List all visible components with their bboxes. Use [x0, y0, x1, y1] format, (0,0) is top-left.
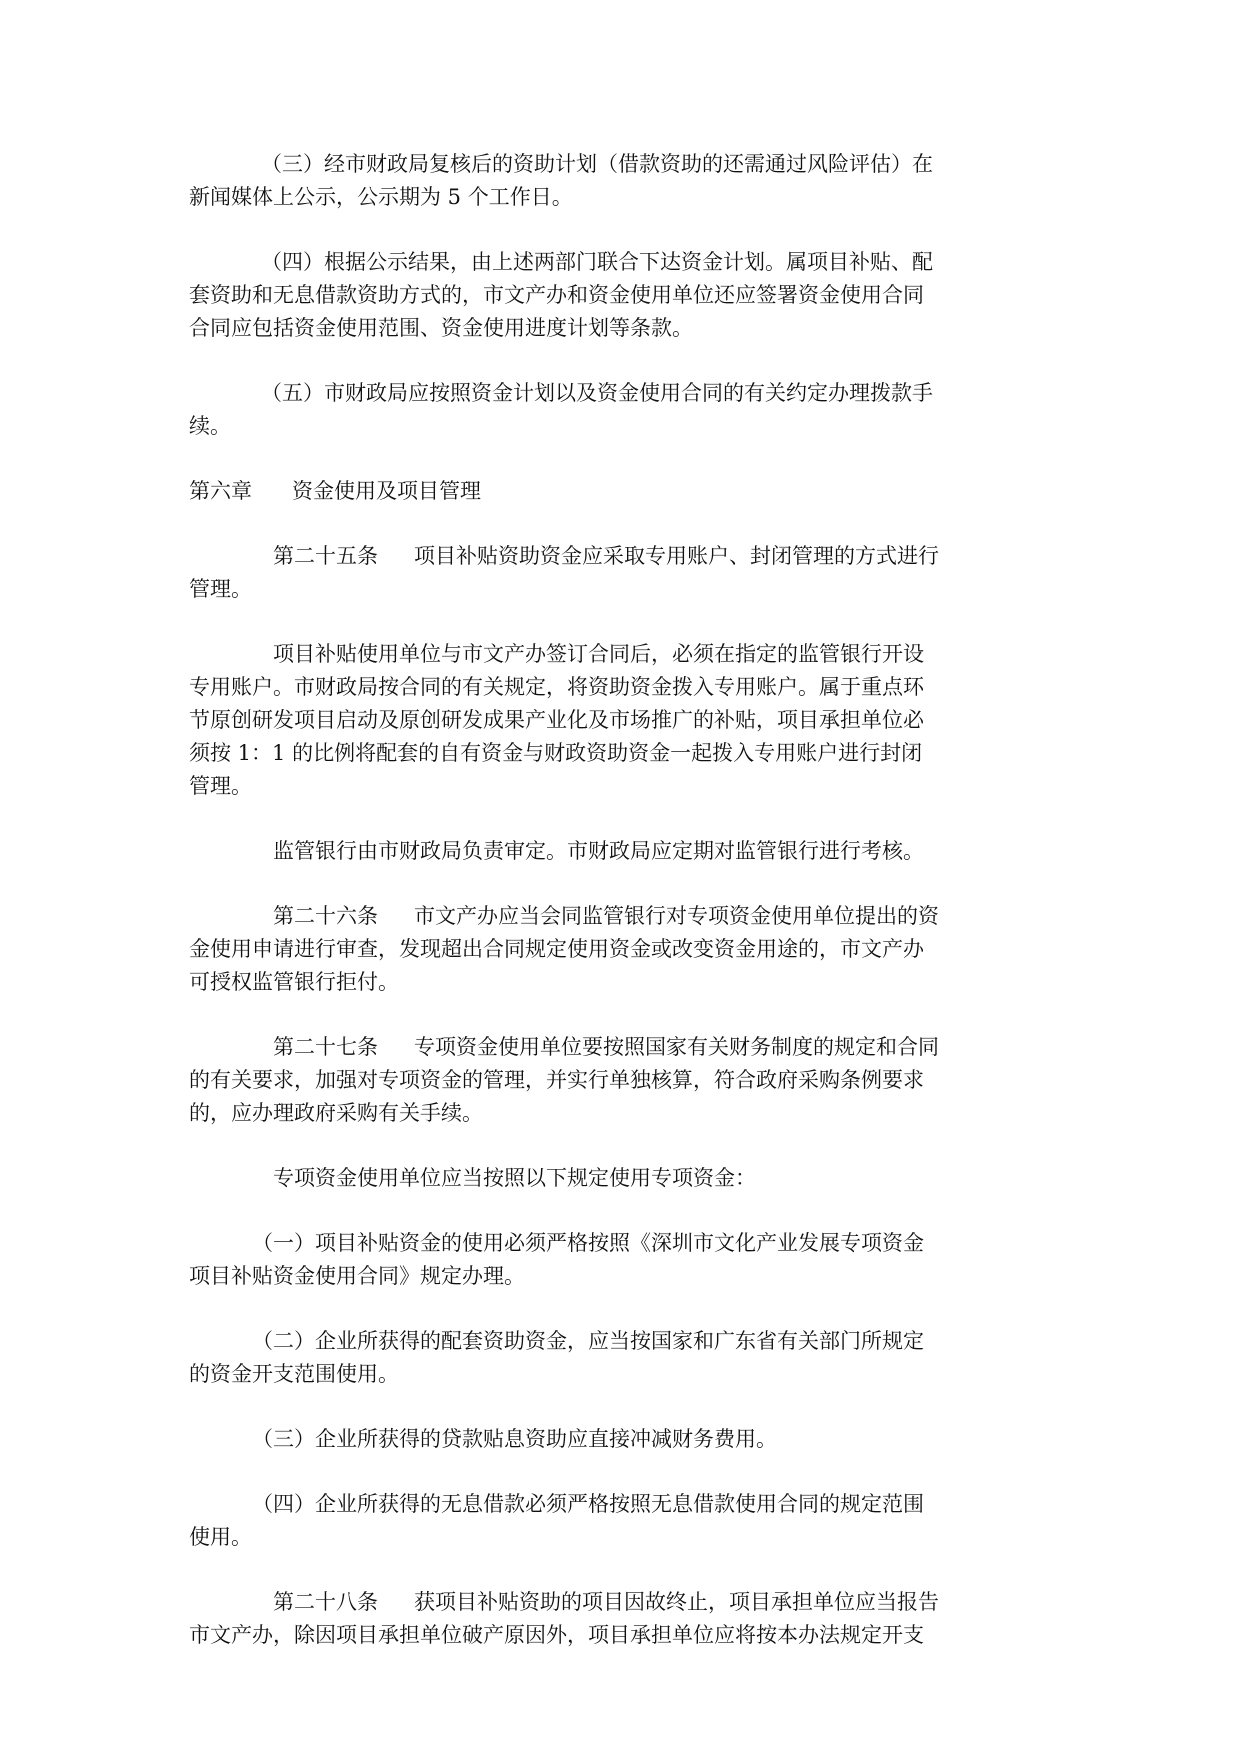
text-line: 套资助和无息借款资助方式的，市文产办和资金使用单位还应签署资金使用合同: [189, 283, 924, 307]
text-line: （四）企业所获得的无息借款必须严格按照无息借款使用合同的规定范围: [252, 1492, 924, 1516]
text-line: （三）企业所获得的贷款贴息资助应直接冲减财务费用。: [252, 1427, 777, 1451]
text-line: 项目补贴使用单位与市文产办签订合同后，必须在指定的监管银行开设: [273, 642, 924, 666]
paragraph-review-publicity: [189, 148, 1051, 214]
paragraph-usage-rules: [189, 1162, 1051, 1195]
text-line: 专用账户。市财政局按合同的有关规定，将资助资金拨入专用账户。属于重点环: [189, 675, 924, 699]
text-line: 管理。: [189, 774, 252, 798]
article-28: [189, 1586, 1051, 1652]
paragraph-supervising-bank: [189, 835, 1051, 868]
article-text: 专项资金使用单位要按照国家有关财务制度的规定和合同: [414, 1035, 939, 1059]
text-line: [189, 1586, 1051, 1619]
text-line: 管理。: [189, 577, 252, 601]
list-item-subsidy: [189, 1227, 1051, 1293]
chapter-title: 资金使用及项目管理: [292, 479, 481, 503]
text-line: （二）企业所获得的配套资助资金，应当按国家和广东省有关部门所规定: [252, 1329, 924, 1353]
paragraph-disbursement: [189, 377, 1051, 443]
text-line: 监管银行由市财政局负责审定。市财政局应定期对监管银行进行考核。: [273, 839, 924, 863]
text-line: 须按 1：1 的比例将配套的自有资金与财政资助资金一起拨入专用账户进行封闭: [189, 741, 923, 765]
text-line: 金使用申请进行审查，发现超出合同规定使用资金或改变资金用途的，市文产办: [189, 937, 924, 961]
text-line: 项目补贴资金使用合同》规定办理。: [189, 1264, 525, 1288]
text-line: [189, 1031, 1051, 1064]
article-text: 项目补贴资助资金应采取专用账户、封闭管理的方式进行: [414, 544, 939, 568]
document-body: [189, 148, 1051, 1684]
text-line: 的资金开支范围使用。: [189, 1362, 399, 1386]
paragraph-special-account: [189, 638, 1051, 803]
list-item-loan: [189, 1488, 1051, 1554]
text-line: 的有关要求，加强对专项资金的管理，并实行单独核算，符合政府采购条例要求: [189, 1068, 924, 1092]
article-number: 第二十八条: [273, 1590, 378, 1614]
text-line: 市文产办，除因项目承担单位破产原因外，项目承担单位应将按本办法规定开支: [189, 1623, 924, 1647]
text-line: [189, 540, 1051, 573]
chapter-number: 第六章: [189, 479, 252, 503]
text-line: 专项资金使用单位应当按照以下规定使用专项资金：: [273, 1166, 756, 1190]
text-line: 合同应包括资金使用范围、资金使用进度计划等条款。: [189, 316, 693, 340]
text-line: 可授权监管银行拒付。: [189, 970, 399, 994]
text-line: 使用。: [189, 1525, 252, 1549]
article-number: 第二十六条: [273, 904, 378, 928]
article-text: 获项目补贴资助的项目因故终止，项目承担单位应当报告: [414, 1590, 939, 1614]
text-line: （五）市财政局应按照资金计划以及资金使用合同的有关约定办理拨款手: [261, 381, 933, 405]
text-line: （四）根据公示结果，由上述两部门联合下达资金计划。属项目补贴、配: [261, 250, 933, 274]
text-line: 续。: [189, 414, 231, 438]
text-line: 节原创研发项目启动及原创研发成果产业化及市场推广的补贴，项目承担单位必: [189, 708, 924, 732]
article-number: 第二十五条: [273, 544, 378, 568]
text-line: 的，应办理政府采购有关手续。: [189, 1101, 483, 1125]
text-line: [189, 900, 1051, 933]
article-27: [189, 1031, 1051, 1130]
text-line: （一）项目补贴资金的使用必须严格按照《深圳市文化产业发展专项资金: [252, 1231, 924, 1255]
text-line: 新闻媒体上公示，公示期为 5 个工作日。: [189, 185, 573, 209]
article-number: 第二十七条: [273, 1035, 378, 1059]
article-25: [189, 540, 1051, 606]
text-line: （三）经市财政局复核后的资助计划（借款资助的还需通过风险评估）在: [261, 152, 933, 176]
article-26: [189, 900, 1051, 999]
article-text: 市文产办应当会同监管银行对专项资金使用单位提出的资: [414, 904, 939, 928]
chapter-heading: [189, 475, 1051, 508]
list-item-interest: [189, 1423, 1051, 1456]
list-item-matching: [189, 1325, 1051, 1391]
paragraph-fund-plan: [189, 246, 1051, 345]
